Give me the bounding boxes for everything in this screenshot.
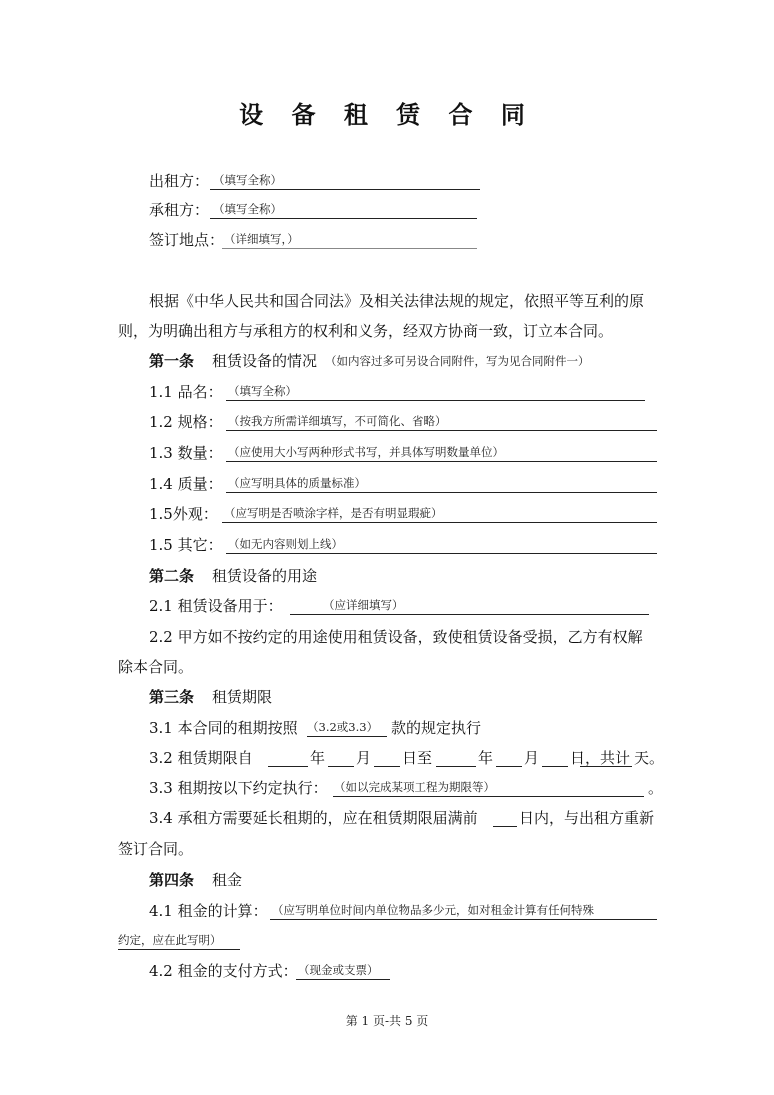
end-month-blank [496, 766, 522, 767]
item-3-2-month2: 月 [524, 749, 540, 767]
item-3-4-line-2: 签订合同。 [118, 840, 194, 858]
article-3-title: 租赁期限 [212, 688, 273, 706]
total-days-blank [580, 766, 632, 767]
item-1-2-label: 1.2 规格： [149, 413, 223, 431]
place-value: （详细填写，） [224, 232, 299, 246]
place-label: 签订地点： [149, 231, 225, 249]
item-3-1-pre: 3.1 本合同的租期按照 [149, 719, 298, 737]
item-1-5-value: （应写明是否喷涂字样，是否有明显瑕疵） [224, 506, 443, 520]
item-1-5-label: 1.5外观： [149, 505, 218, 523]
lessee-label: 承租方： [149, 201, 210, 219]
item-2-2-line-2: 除本合同。 [118, 658, 194, 676]
item-1-5-underline [222, 522, 657, 523]
intro-line-2: 则，为明确出租方与承租方的权利和义务，经双方协商一致，订立本合同。 [118, 322, 614, 340]
item-1-4-underline [226, 492, 657, 493]
item-1-4-label: 1.4 质量： [149, 475, 223, 493]
item-1-3-underline [226, 461, 657, 462]
extension-days-blank [493, 826, 517, 827]
start-year-blank [268, 766, 308, 767]
item-1-6-value: （如无内容则划上线） [228, 537, 343, 551]
item-3-1-post: 款的规定执行 [391, 719, 482, 737]
item-3-3-value: （如以完成某项工程为期限等） [334, 780, 495, 794]
item-4-2-value: （现金或支票） [298, 963, 379, 977]
article-1-title: 租赁设备的情况 [212, 352, 318, 370]
item-3-2-day2: 日，共计 [570, 749, 631, 767]
article-3-heading: 第三条 [149, 688, 195, 706]
item-3-3-label: 3.3 租期按以下约定执行： [149, 779, 328, 797]
item-4-1-label: 4.1 租金的计算： [149, 902, 268, 920]
end-year-blank [436, 766, 476, 767]
item-3-3-underline [333, 796, 644, 797]
item-4-2-underline [296, 979, 390, 980]
item-3-2-month1: 月 [356, 749, 372, 767]
item-1-6-underline [226, 553, 657, 554]
article-2-heading: 第二条 [149, 567, 195, 585]
item-1-2-value: （按我方所需详细填写，不可简化、省略） [228, 414, 447, 428]
start-day-blank [374, 766, 400, 767]
item-3-4-post: 日内，与出租方重新 [519, 809, 655, 827]
item-3-2-start: 3.2 租赁期限自 [149, 749, 253, 767]
item-3-2-day1: 日至 [402, 749, 433, 767]
item-1-3-value: （应使用大小写两种形式书写，并具体写明数量单位） [228, 445, 504, 459]
item-3-2-year2: 年 [478, 749, 494, 767]
page-footer: 第 1 页-共 5 页 [345, 1014, 429, 1028]
end-day-blank [542, 766, 568, 767]
article-4-title: 租金 [212, 871, 243, 889]
article-4-heading: 第四条 [149, 871, 195, 889]
lessee-value: （填写全称） [213, 202, 282, 216]
item-2-2-line-1: 2.2 甲方如不按约定的用途使用租赁设备，致使租赁设备受损，乙方有权解 [149, 628, 643, 646]
item-1-3-label: 1.3 数量： [149, 444, 223, 462]
lessor-underline [210, 189, 480, 190]
item-1-1-underline [226, 400, 645, 401]
item-4-1-underline-1 [270, 919, 657, 920]
article-1-heading: 第一条 [149, 352, 195, 370]
item-1-1-label: 1.1 品名： [149, 383, 223, 401]
item-2-1-value: （应详细填写） [323, 598, 404, 612]
intro-line-1: 根据《中华人民共和国合同法》及相关法律法规的规定，依照平等互利的原 [149, 292, 645, 310]
item-1-2-underline [226, 430, 657, 431]
item-1-6-label: 1.5 其它： [149, 536, 223, 554]
page-title: 设 备 租 赁 合 同 [239, 100, 535, 129]
item-3-3-end: 。 [648, 779, 664, 797]
item-3-1-fill: （3.2或3.3） [307, 720, 379, 734]
item-2-1-label: 2.1 租赁设备用于： [149, 597, 283, 615]
article-2-title: 租赁设备的用途 [212, 567, 318, 585]
item-3-1-underline [307, 736, 387, 737]
item-4-1-value-line-2: 约定，应在此写明） [118, 933, 222, 947]
item-2-1-underline [290, 614, 649, 615]
start-month-blank [328, 766, 354, 767]
article-1-note: （如内容过多可另设合同附件，写为见合同附件一） [325, 354, 590, 368]
lessor-label: 出租方： [149, 172, 210, 190]
item-4-2-label: 4.2 租金的支付方式： [149, 962, 298, 980]
item-1-4-value: （应写明具体的质量标准） [228, 476, 366, 490]
lessor-value: （填写全称） [213, 173, 282, 187]
item-3-4-pre: 3.4 承租方需要延长租期的，应在租赁期限届满前 [149, 809, 478, 827]
item-3-2-days: 天。 [634, 749, 665, 767]
item-1-1-value: （填写全称） [228, 384, 297, 398]
item-3-2-year1: 年 [310, 749, 326, 767]
place-underline [222, 248, 477, 249]
lessee-underline [210, 218, 477, 219]
item-4-1-value-line-1: （应写明单位时间内单位物品多少元，如对租金计算有任何特殊 [272, 903, 594, 917]
item-4-1-underline-2 [118, 949, 240, 950]
